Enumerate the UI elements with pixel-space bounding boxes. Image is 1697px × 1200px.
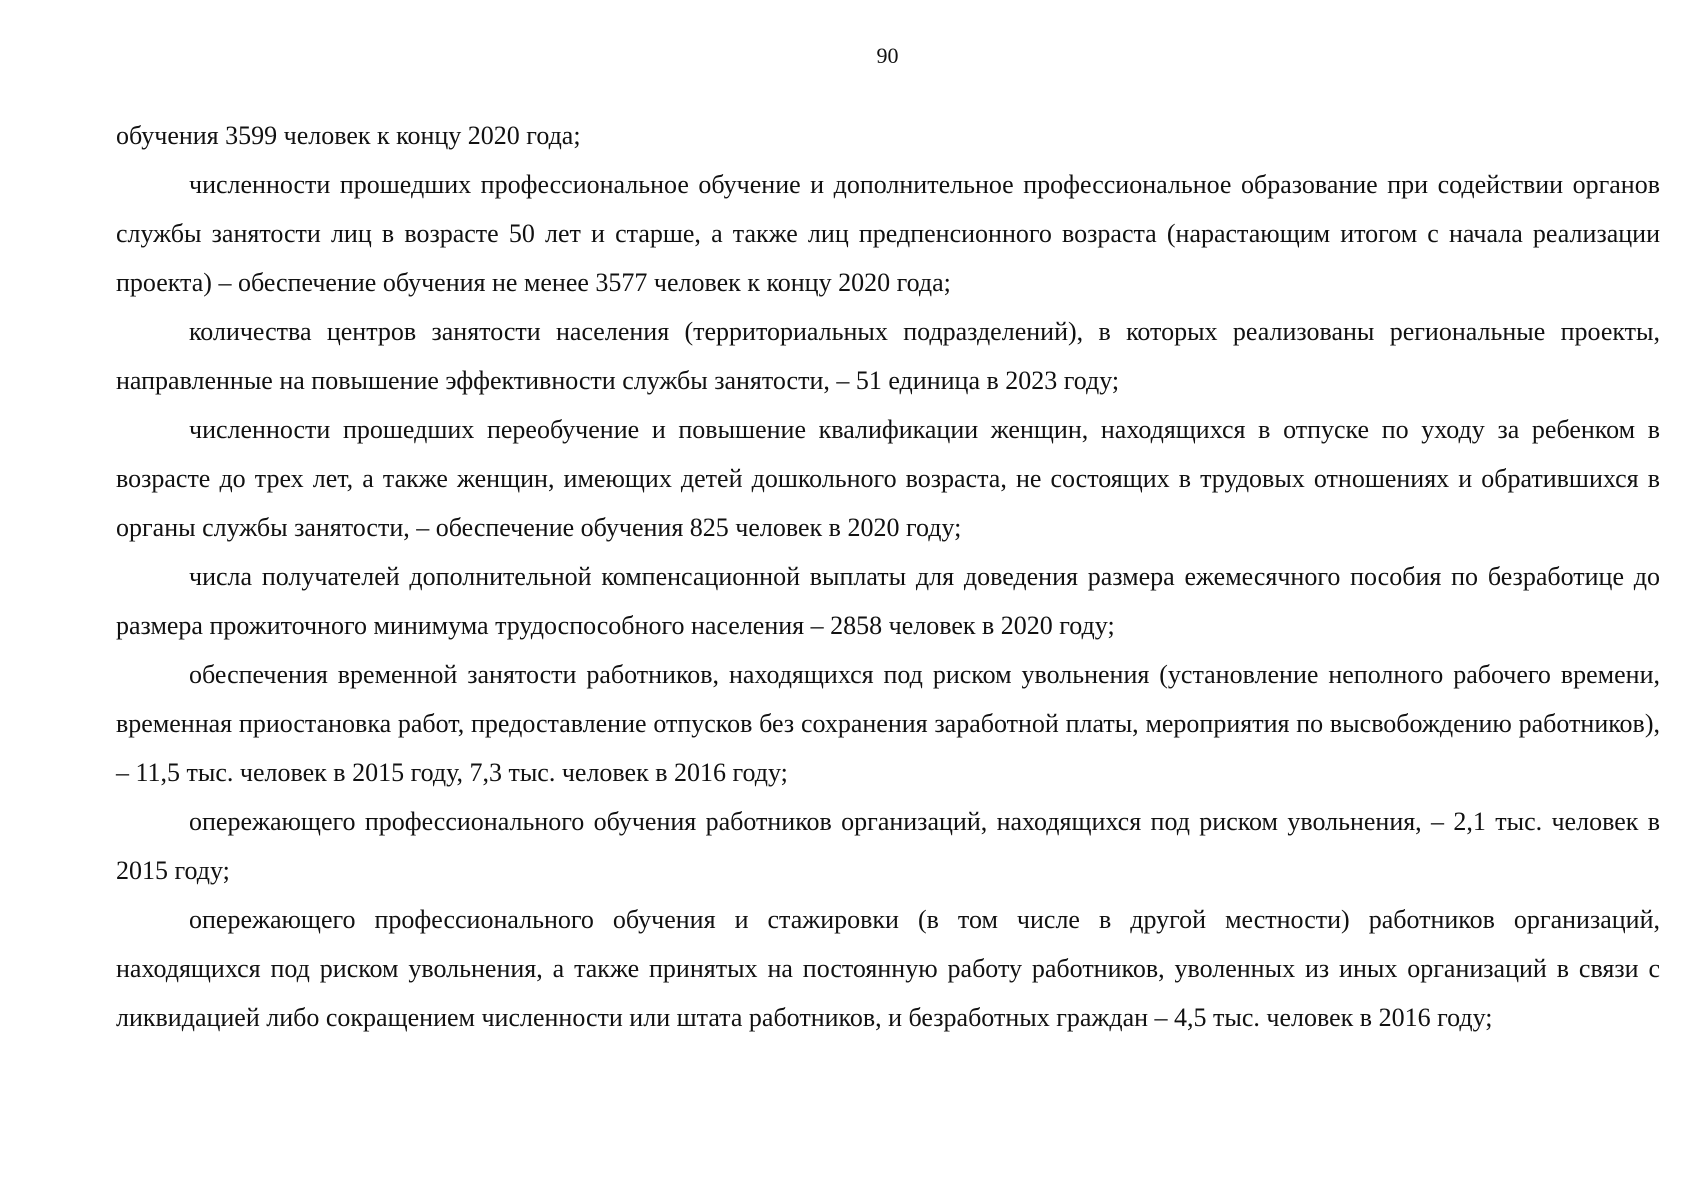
paragraph-continuation: обучения 3599 человек к концу 2020 года;: [116, 121, 581, 150]
paragraph-employment-centers: количества центров занятости населения (территориальных подразделений), в которых реализованы региональные проекты, направленные на повышение эффективности службы занятости, – 51 единица в 2023 году;: [116, 317, 1660, 395]
paragraph-women-retraining: численности прошедших переобучение и повышение квалификации женщин, находящихся в отпуске по уходу за ребенком в возрасте до трех лет, а также женщин, имеющих детей дошкольного возраста, не состоящих в трудовых отношениях и обратившихся в органы службы занятости, – обеспечение обучения 825 человек в 2020 году;: [116, 415, 1660, 542]
paragraph-advance-training: опережающего профессионального обучения работников организаций, находящихся под риском увольнения, – 2,1 тыс. человек в 2015 году;: [116, 807, 1660, 885]
page-number: 90: [876, 43, 899, 68]
paragraph-advance-training-internship: опережающего профессионального обучения и стажировки (в том числе в другой местности) работников организаций, находящихся под риском увольнения, а также принятых на постоянную работу работников, уволенных из иных организаций в связи с ликвидацией либо сокращением численности или штата работников, и безработных граждан – 4,5 тыс. человек в 2016 году;: [116, 905, 1660, 1032]
document-body: [116, 111, 1660, 1042]
paragraph-older-workers-training: численности прошедших профессиональное обучение и дополнительное профессиональное образование при содействии органов службы занятости лиц в возрасте 50 лет и старше, а также лиц предпенсионного возраста (нарастающим итогом с начала реализации проекта) – обеспечение обучения не менее 3577 человек к концу 2020 года;: [116, 170, 1660, 297]
paragraph-unemployment-compensation: числа получателей дополнительной компенсационной выплаты для доведения размера ежемесячного пособия по безработице до размера прожиточного минимума трудоспособного населения – 2858 человек в 2020 году;: [116, 562, 1660, 640]
paragraph-temporary-employment: обеспечения временной занятости работников, находящихся под риском увольнения (установление неполного рабочего времени, временная приостановка работ, предоставление отпусков без сохранения заработной платы, мероприятия по высвобождению работников), – 11,5 тыс. человек в 2015 году, 7,3 тыс. человек в 2016 году;: [116, 660, 1660, 787]
